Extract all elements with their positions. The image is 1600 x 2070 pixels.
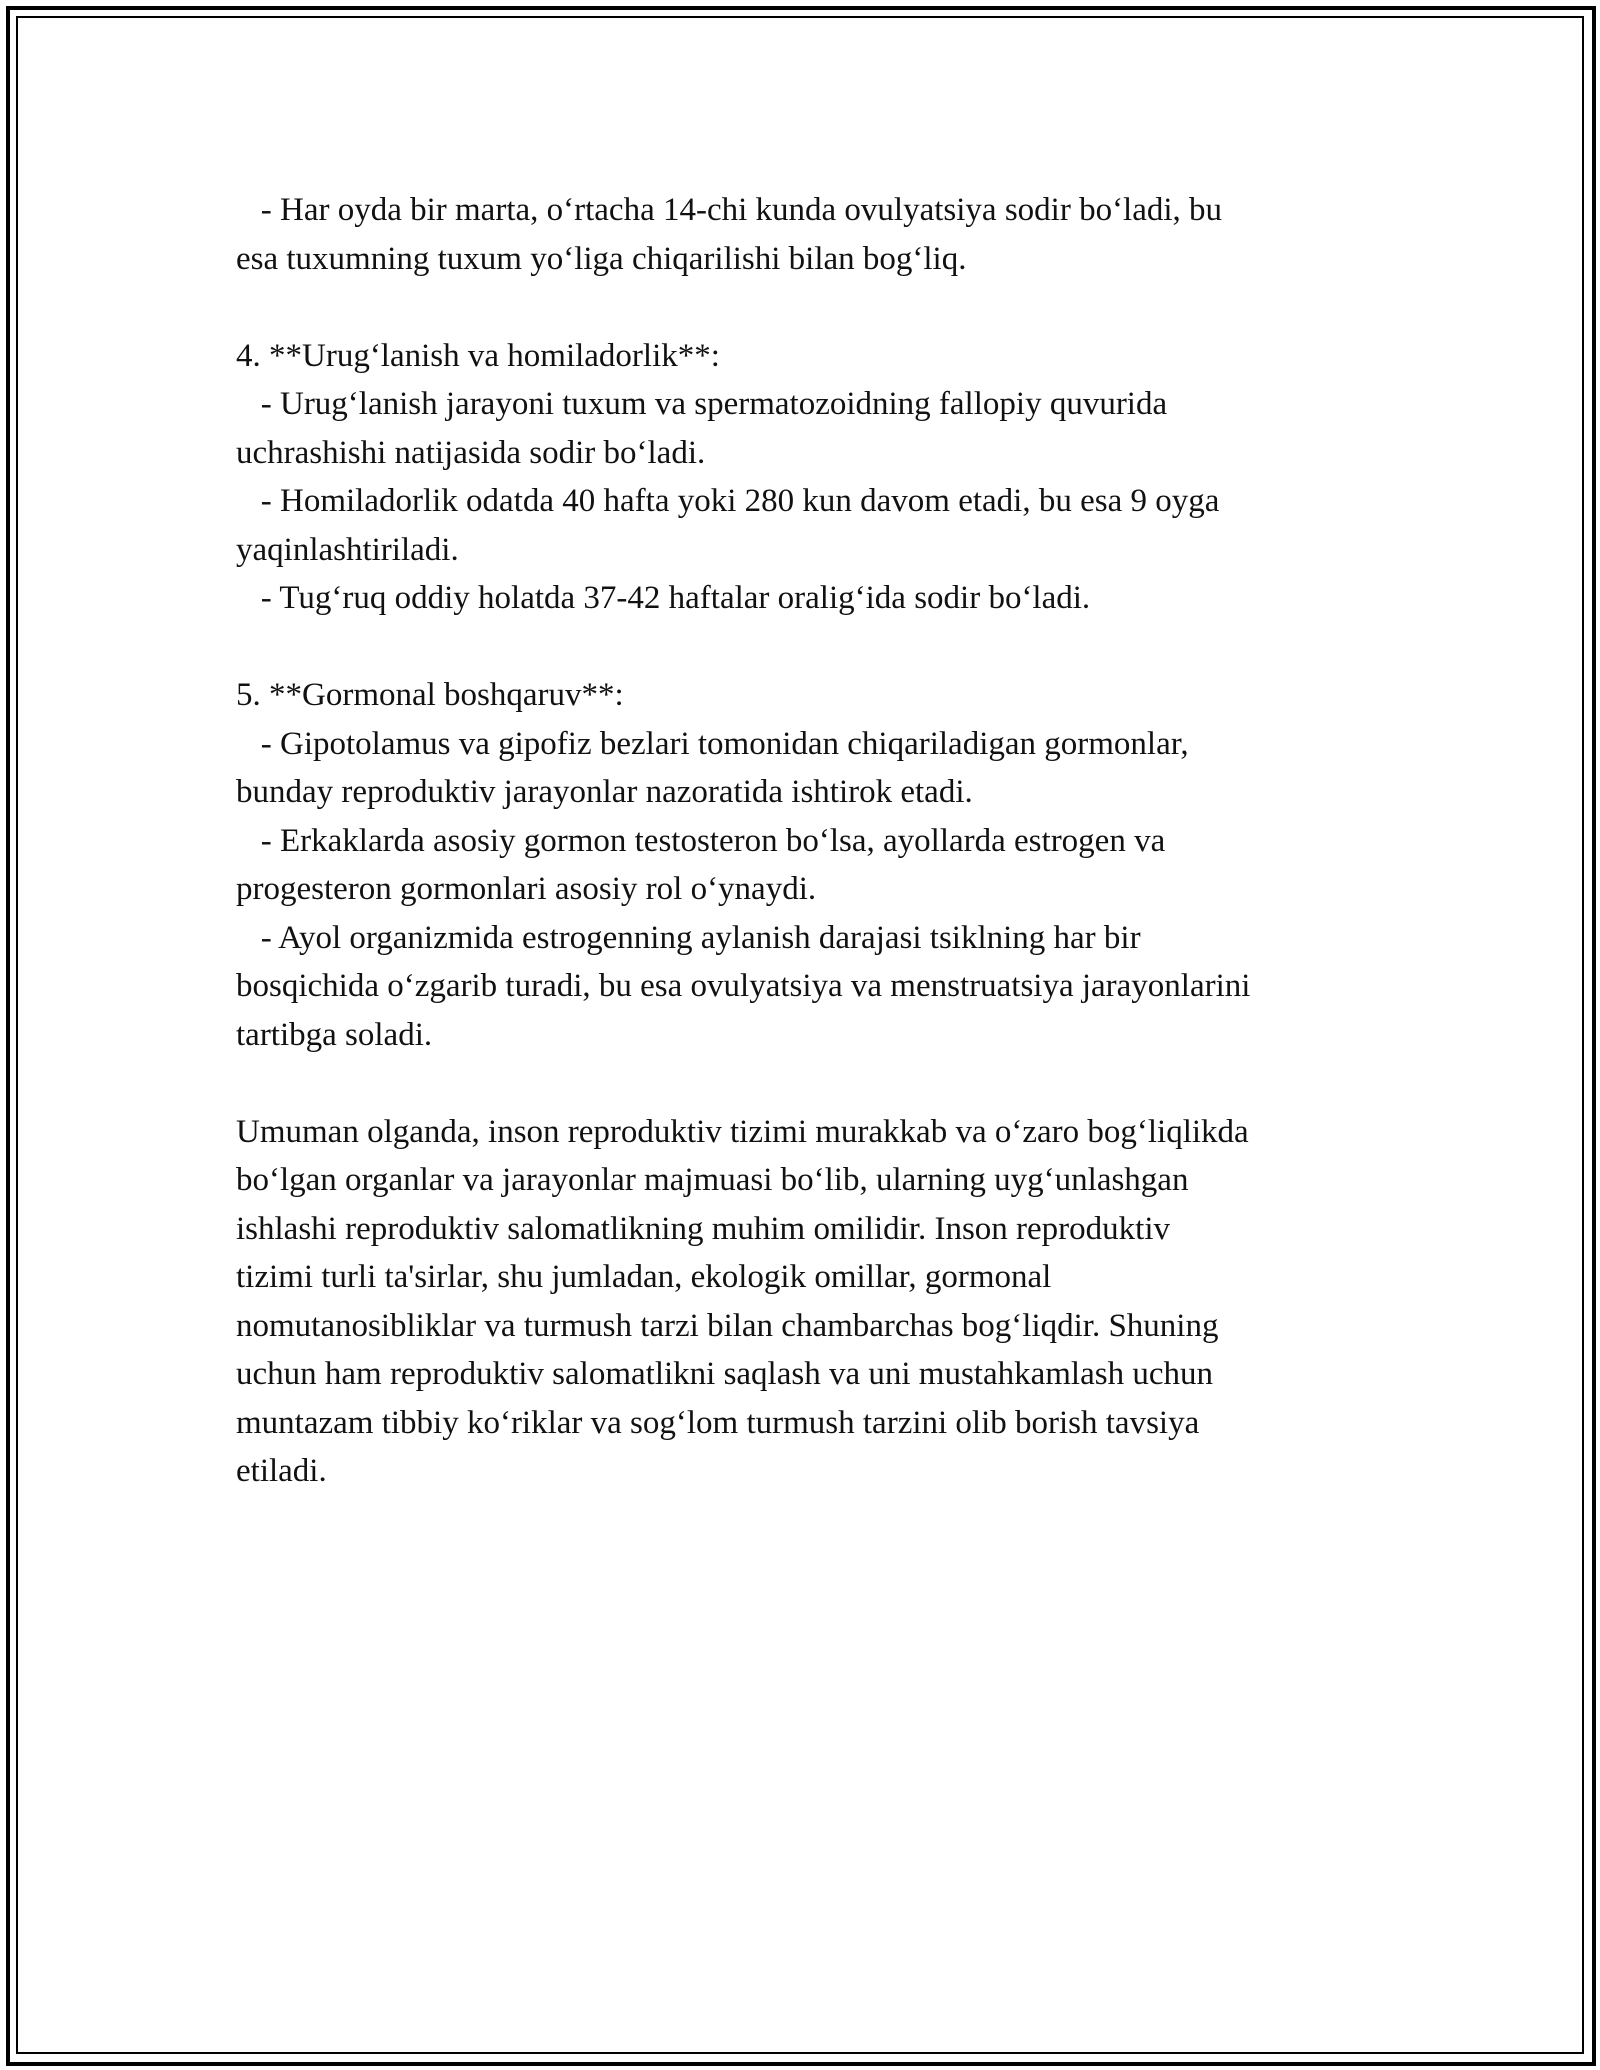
text-line: - Erkaklarda asosiy gormon testosteron bo‘lsa, ayollarda estrogen va <box>236 822 1166 859</box>
text-line: - Gipotolamus va gipofiz bezlari tomonidan chiqariladigan gormonlar, <box>236 725 1189 762</box>
text-line: - Har oyda bir marta, o‘rtacha 14-chi kunda ovulyatsiya sodir bo‘ladi, bu <box>236 192 1223 228</box>
paragraph-spacer <box>236 623 1376 672</box>
text-line: - Urug‘lanish jarayoni tuxum va spermatozoidning fallopiy quvurida <box>236 386 1168 422</box>
text-line: - Ayol organizmida estrogenning aylanish darajasi tsiklning har bir <box>236 919 1141 956</box>
document-body <box>236 186 1376 1496</box>
text-line: tartibga soladi. <box>236 1016 433 1053</box>
text-line: esa tuxumning tuxum yo‘liga chiqarilishi bilan bog‘liq. <box>236 240 967 277</box>
text-line: yaqinlashtiriladi. <box>236 531 459 568</box>
paragraph-spacer <box>236 283 1376 332</box>
section-heading: 4. **Urug‘lanish va homiladorlik**: <box>236 337 720 374</box>
text-line: bunday reproduktiv jarayonlar nazoratida ishtirok etadi. <box>236 774 973 810</box>
text-line: tizimi turli ta'sirlar, shu jumladan, ekologik omillar, gormonal <box>236 1259 1052 1295</box>
paragraph-spacer <box>236 1059 1376 1108</box>
text-line: etiladi. <box>236 1453 327 1489</box>
section-heading: 5. **Gormonal boshqaruv**: <box>236 677 624 713</box>
section-fertilization-pregnancy <box>236 332 1376 623</box>
text-line: nomutanosibliklar va turmush tarzi bilan chambarchas bog‘liqdir. Shuning <box>236 1307 1219 1344</box>
text-line: muntazam tibbiy ko‘riklar va sog‘lom turmush tarzini olib borish tavsiya <box>236 1404 1200 1441</box>
text-line: bo‘lgan organlar va jarayonlar majmuasi bo‘lib, ularning uyg‘unlashgan <box>236 1162 1189 1198</box>
text-line: Umuman olganda, inson reproduktiv tizimi murakkab va o‘zaro bog‘liqlikda <box>236 1113 1249 1150</box>
text-line: - Homiladorlik odatda 40 hafta yoki 280 kun davom etadi, bu esa 9 oyga <box>236 483 1220 519</box>
text-line: uchun ham reproduktiv salomatlikni saqlash va uni mustahkamlash uchun <box>236 1356 1213 1392</box>
text-line: bosqichida o‘zgarib turadi, bu esa ovulyatsiya va menstruatsiya jarayonlarini <box>236 968 1251 1004</box>
text-line: ishlashi reproduktiv salomatlikning muhim omilidir. Inson reproduktiv <box>236 1210 1171 1247</box>
text-line: uchrashishi natijasida sodir bo‘ladi. <box>236 434 706 471</box>
text-line: progesteron gormonlari asosiy rol o‘ynaydi. <box>236 871 817 907</box>
paragraph-ovulation-note <box>236 186 1376 283</box>
paragraph-conclusion <box>236 1108 1376 1496</box>
text-line: - Tug‘ruq oddiy holatda 37-42 haftalar oralig‘ida sodir bo‘ladi. <box>236 580 1091 616</box>
section-hormonal-regulation <box>236 671 1376 1059</box>
